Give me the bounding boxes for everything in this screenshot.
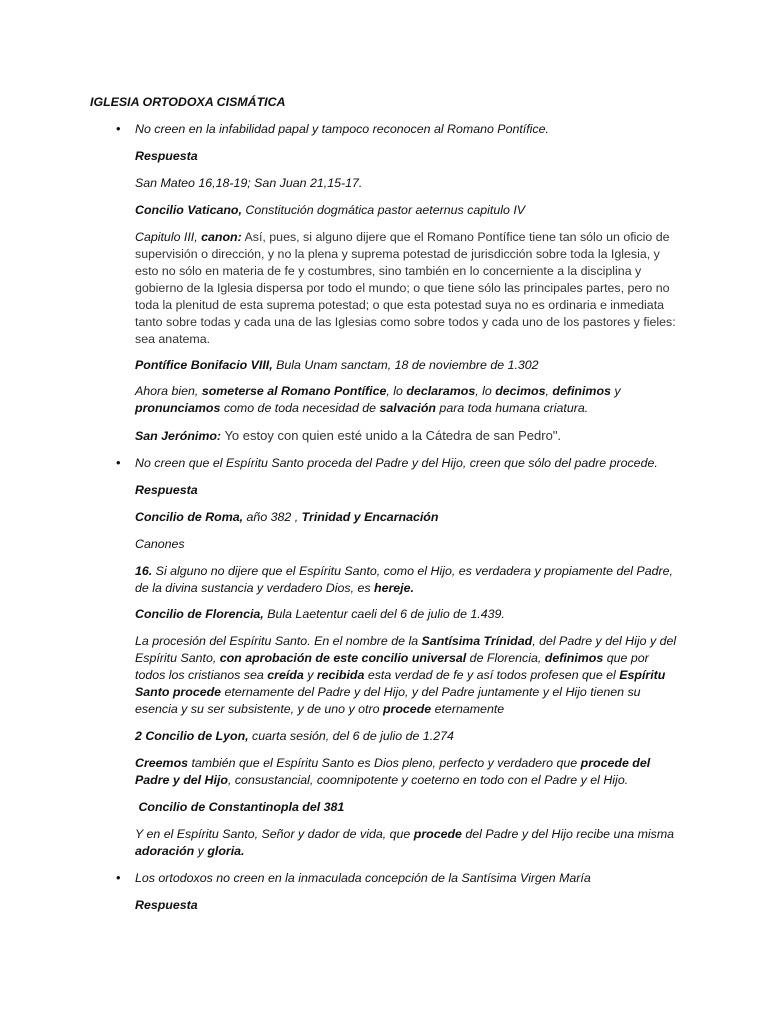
jeronimo-text: Yo estoy con quien esté unido a la Cátedra de san Pedro". — [221, 428, 562, 443]
bullet-infalibilidad: No creen en la infabilidad papal y tampoco reconocen al Romano Pontífice. — [135, 122, 549, 136]
jeronimo-quote — [135, 427, 680, 445]
canones-heading: Canones — [135, 537, 185, 551]
text-run: , del Padre y del Hijo y del Espíritu Santo, — [135, 634, 677, 665]
text-run: como de toda necesidad de — [220, 401, 380, 415]
bold-run: procede — [413, 827, 462, 841]
bonifacio-rest: Bula Unam sanctam, 18 de noviembre de 1.302 — [272, 358, 539, 372]
concilio-roma-title: Trinidad y Encarnación — [301, 510, 439, 524]
capitulo-prefix: Capitulo III, — [135, 230, 202, 244]
bullet-marker: • — [116, 455, 121, 470]
respuesta-heading: Respuesta — [135, 483, 198, 497]
concilio-lyon-name: 2 Concilio de Lyon, — [135, 729, 249, 743]
concilio-lyon-ref — [135, 728, 680, 745]
text-run: y — [303, 668, 317, 682]
concilio-vaticano-ref — [135, 202, 680, 219]
bold-run: pronunciamos — [135, 401, 221, 415]
text-run: Y en el Espíritu Santo, Señor y dador de vida, que — [135, 827, 414, 841]
scripture-refs: San Mateo 16,18-19; San Juan 21,15-17. — [135, 176, 363, 190]
bullet-espiritu-santo: No creen que el Espíritu Santo proceda del Padre y del Hijo, creen que sólo del padre procede. — [135, 456, 658, 470]
canon-number: 16. — [135, 564, 153, 578]
bold-run: decimos — [495, 384, 546, 398]
y-en-paragraph — [135, 826, 680, 860]
text-run: eternamente — [431, 702, 505, 716]
concilio-roma-ref — [135, 509, 680, 526]
bold-run: recibida — [316, 668, 365, 682]
concilio-vaticano-rest: Constitución dogmática pastor aeternus capitulo IV — [241, 203, 526, 217]
bold-run: declaramos — [406, 384, 476, 398]
bold-run: someterse al Romano Pontífice — [201, 384, 387, 398]
bold-run: Santísima Trínidad — [421, 634, 533, 648]
bold-run: creída — [267, 668, 304, 682]
canon-label: canon: — [201, 230, 242, 244]
bold-run: definimos — [552, 384, 611, 398]
capitulo-paragraph — [135, 229, 680, 348]
concilio-florencia-rest: Bula Laetentur caeli del 6 de julio de 1.439. — [263, 607, 505, 621]
bold-run: procede del Padre y del Hijo — [135, 756, 651, 787]
canon-16-bold: hereje. — [374, 581, 414, 595]
text-run: La procesión del Espíritu Santo. En el nombre de la — [135, 634, 422, 648]
text-run: para toda humana criatura. — [435, 401, 589, 415]
document-title: IGLESIA ORTODOXA CISMÁTICA — [90, 95, 286, 109]
concilio-roma-year: año 382 , — [243, 510, 302, 524]
procesion-paragraph — [135, 633, 680, 718]
concilio-florencia-ref — [135, 606, 680, 623]
bullet-inmaculada: Los ortodoxos no creen en la inmaculada concepción de la Santísima Virgen María — [135, 871, 591, 885]
text-run: del Padre y del Hijo recibe una misma — [461, 827, 675, 841]
capitulo-text: Así, pues, si alguno dijere que el Romano Pontífice tiene tan sólo un oficio de supervisión o dirección, y no la plena y suprema potestad de jurisdicción sobre toda la Iglesia, y esto no sólo en materia de fe y costumbres, sino también en lo concerniente a la disciplina y gobierno de la Iglesia dispersa por todo el mundo; o que tiene sólo las principales partes, pero no toda la plenitud de esta suprema potestad; o que esta potestad suya no es ordinaria e inmediata tanto sobre todas y cada una de las Iglesias como sobre todos y cada uno de los pastores y fieles: sea anatema. — [135, 230, 676, 346]
text-run: y — [610, 384, 621, 398]
bullet-marker: • — [116, 870, 121, 885]
concilio-constantinopla-ref: Concilio de Constantinopla del 381 — [135, 800, 345, 814]
bold-run: Espíritu Santo procede — [135, 668, 666, 699]
text-run: , lo — [386, 384, 407, 398]
text-run: , consustancial, coomnipotente y coeterno en todo con el Padre y el Hijo. — [227, 773, 629, 787]
text-run: esta verdad de fe y así todos profesen que el — [364, 668, 620, 682]
respuesta-heading: Respuesta — [135, 149, 198, 163]
canon-16-paragraph — [135, 563, 680, 597]
bold-run: gloria. — [207, 844, 245, 858]
text-run: , — [545, 384, 553, 398]
bonifacio-ref — [135, 357, 680, 374]
text-run: eternamente del Padre y del Hijo, y del Padre juntamente y el Hijo tienen su esencia y su ser subsistente, y de uno y otro — [135, 685, 641, 716]
creemos-paragraph — [135, 755, 680, 789]
text-run: , lo — [475, 384, 496, 398]
concilio-florencia-name: Concilio de Florencia, — [135, 607, 264, 621]
bold-run: salvación — [379, 401, 436, 415]
bold-run: con aprobación de este concilio universal — [219, 651, 467, 665]
bonifacio-name: Pontífice Bonifacio VIII, — [135, 358, 273, 372]
bold-run: adoración — [135, 844, 195, 858]
concilio-vaticano-name: Concilio Vaticano, — [135, 203, 242, 217]
concilio-lyon-rest: cuarta sesión, del 6 de julio de 1.274 — [248, 729, 454, 743]
ahora-bien-paragraph — [135, 383, 680, 417]
text-run: y — [194, 844, 208, 858]
jeronimo-name: San Jerónimo: — [135, 429, 222, 443]
bold-run: procede — [382, 702, 432, 716]
bullet-marker: • — [116, 121, 121, 136]
text-run: Ahora bien, — [135, 384, 202, 398]
respuesta-heading: Respuesta — [135, 898, 198, 912]
canon-16-text: Si alguno no dijere que el Espíritu Santo, como el Hijo, es verdadera y propiamente del Padre, de la divina sustancia y verdadero Dios, es — [135, 564, 673, 595]
text-run: también que el Espíritu Santo es Dios pleno, perfecto y verdadero que — [188, 756, 581, 770]
concilio-roma-name: Concilio de Roma, — [135, 510, 244, 524]
text-run: que por todos los cristianos sea — [135, 651, 649, 682]
bold-run: Creemos — [135, 756, 189, 770]
text-run: de Florencia, — [466, 651, 545, 665]
bold-run: definimos — [544, 651, 604, 665]
